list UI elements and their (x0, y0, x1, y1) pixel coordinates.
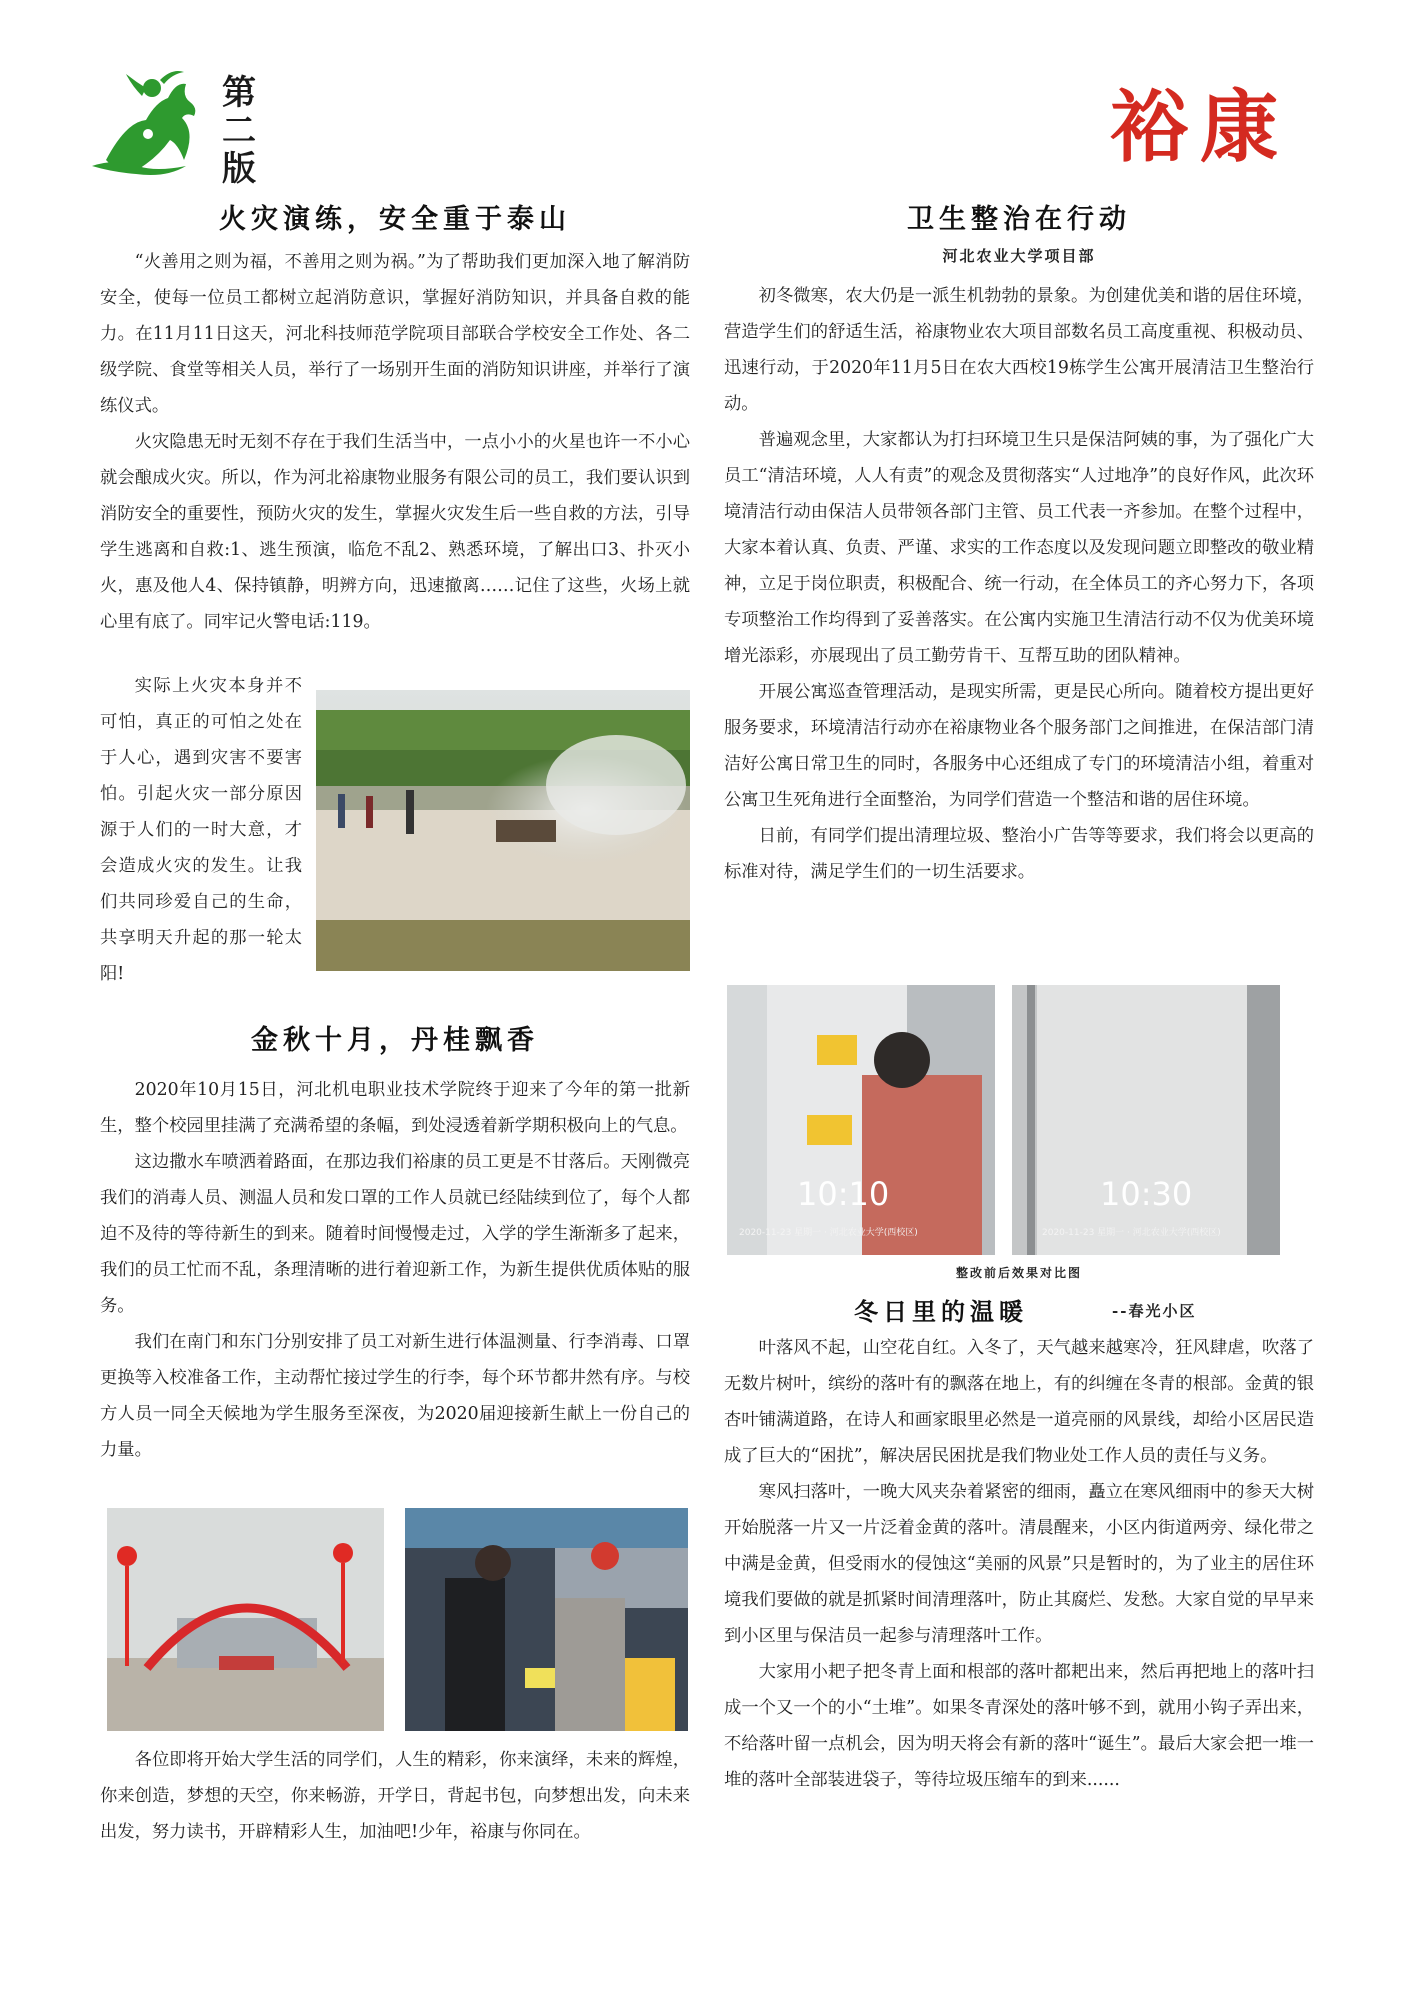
campus-arch-photo (107, 1508, 384, 1731)
article3-title: 卫生整治在行动 (907, 204, 1131, 235)
after-photo-meta: 2020-11-23 星期一 · 河北农业大学(西校区) (1042, 1228, 1221, 1238)
article1-para-3: 实际上火灾本身并不可怕，真正的可怕之处在于人心，遇到灾害不要害怕。引起火灾一部分原因源于人们的一时大意，才会造成火灾的发生。让我们共同珍爱自己的生命，共享明天升起的那一轮太阳! (100, 676, 302, 984)
after-photo-time: 10:30 (1100, 1175, 1193, 1213)
edition-label: 第二版 (222, 73, 256, 189)
fire-drill-image (316, 690, 690, 971)
article4-byline: --春光小区 (1112, 1302, 1197, 1320)
student-checkin-image (405, 1508, 688, 1731)
article3-body (724, 278, 1314, 890)
article2-para-1: 2020年10月15日，河北机电职业技术学院终于迎来了今年的第一批新生，整个校园里挂满了充满希望的条幅，到处浸透着新学期积极向上的气息。 (100, 1080, 690, 1136)
student-checkin-photo (405, 1508, 688, 1731)
article1-body (100, 244, 690, 640)
before-cleaning-image (727, 985, 995, 1255)
article1-para-3-wrap (100, 668, 302, 992)
article2-body-end (100, 1742, 690, 1850)
comparison-caption: 整改前后效果对比图 (955, 1266, 1082, 1280)
article2-para-2: 这边撒水车喷洒着路面，在那边我们裕康的员工更是不甘落后。天刚微亮我们的消毒人员、测温人员和发口罩的工作人员就已经陆续到位了，每个人都迫不及待的等待新生的到来。随着时间慢慢走过，入学的学生渐渐多了起来，我们的员工忙而不乱，条理清晰的进行着迎新工作，为新生提供优质体贴的服务。 (100, 1152, 690, 1316)
after-cleaning-image (1012, 985, 1280, 1255)
article2-para-3: 我们在南门和东门分别安排了员工对新生进行体温测量、行李消毒、口罩更换等入校准备工作，主动帮忙接过学生的行李，每个环节都井然有序。与校方人员一同全天候地为学生服务至深夜，为2020届迎接新生献上一份自己的力量。 (100, 1332, 690, 1460)
article4-title-row (724, 1292, 1314, 1328)
article3-para-2: 普遍观念里，大家都认为打扫环境卫生只是保洁阿姨的事，为了强化广大员工“清洁环境，人人有责”的观念及贯彻落实“人过地净”的良好作风，此次环境清洁行动由保洁人员带领各部门主管、员工代表一齐参加。在整个过程中，大家本着认真、负责、严谨、求实的工作态度以及发现问题立即整改的敬业精神，立足于岗位职责，积极配合、统一行动，在全体员工的齐心努力下，各项专项整治工作均得到了妥善落实。在公寓内实施卫生清洁行动不仅为优美环境增光添彩，亦展现出了员工勤劳肯干、互帮互助的团队精神。 (724, 430, 1314, 666)
article3-para-4: 日前，有同学们提出清理垃圾、整治小广告等等要求，我们将会以更高的标准对待，满足学生们的一切生活要求。 (724, 826, 1314, 882)
article1-para-1: “火善用之则为福，不善用之则为祸。”为了帮助我们更加深入地了解消防安全，使每一位员工都树立起消防意识，掌握好消防知识，并具备自救的能力。在11月11日这天，河北科技师范学院项目部联合学校安全工作处、各二级学院、食堂等相关人员，举行了一场别开生面的消防知识讲座，并举行了演练仪式。 (100, 252, 690, 416)
article2-body (100, 1072, 690, 1468)
article2-para-4: 各位即将开始大学生活的同学们，人生的精彩，你来演绎，未来的辉煌，你来创造，梦想的天空，你来畅游，开学日，背起书包，向梦想出发，向未来出发，努力读书，开辟精彩人生，加油吧!少年，裕康与你同在。 (100, 1750, 690, 1842)
article3-para-1: 初冬微寒，农大仍是一派生机勃勃的景象。为创建优美和谐的居住环境，营造学生们的舒适生活，裕康物业农大项目部数名员工高度重视、积极动员、迅速行动，于2020年11月5日在农大西校19栋学生公寓开展清洁卫生整治行动。 (724, 286, 1314, 414)
article1-para-2: 火灾隐患无时无刻不存在于我们生活当中，一点小小的火星也许一不小心就会酿成火灾。所以，作为河北裕康物业服务有限公司的员工，我们要认识到消防安全的重要性，预防火灾的发生，掌握火灾发生后一些自救的方法，引导学生逃离和自救:1、逃生预演，临危不乱2、熟悉环境，了解出口3、扑灭小火，惠及他人4、保持镇静，明辨方向，迅速撤离……记住了这些，火场上就心里有底了。同牢记火警电话:119。 (100, 432, 690, 632)
article3-para-3: 开展公寓巡查管理活动，是现实所需，更是民心所向。随着校方提出更好服务要求，环境清洁行动亦在裕康物业各个服务部门之间推进，在保洁部门清洁好公寓日常卫生的同时，各服务中心还组成了专门的环境清洁小组，着重对公寓卫生死角进行全面整治，为同学们营造一个整洁和谐的居住环境。 (724, 682, 1314, 810)
article2-title: 金秋十月，丹桂飘香 (251, 1025, 539, 1056)
before-photo-time: 10:10 (797, 1175, 890, 1213)
masthead-logo (86, 62, 216, 180)
fire-drill-photo (316, 690, 690, 971)
green-horse-rider-logo-icon (86, 62, 216, 180)
brand-name: 裕康 (1110, 82, 1291, 173)
article4-para-1: 叶落风不起，山空花自红。入冬了，天气越来越寒冷，狂风肆虐，吹落了无数片树叶，缤纷的落叶有的飘落在地上，有的纠缠在冬青的根部。金黄的银杏叶铺满道路，在诗人和画家眼里必然是一道亮丽的风景线，却给小区居民造成了巨大的“困扰”，解决居民困扰是我们物业处工作人员的责任与义务。 (724, 1338, 1314, 1466)
article3-byline: 河北农业大学项目部 (942, 247, 1096, 265)
article4-body (724, 1330, 1314, 1798)
article1-title: 火灾演练，安全重于泰山 (219, 204, 571, 235)
article4-para-2: 寒风扫落叶，一晚大风夹杂着紧密的细雨，矗立在寒风细雨中的参天大树开始脱落一片又一片泛着金黄的落叶。清晨醒来，小区内街道两旁、绿化带之中满是金黄，但受雨水的侵蚀这“美丽的风景”只是暂时的，为了业主的居住环境我们要做的就是抓紧时间清理落叶，防止其腐烂、发愁。大家自觉的早早来到小区里与保洁员一起参与清理落叶工作。 (724, 1482, 1314, 1646)
before-cleaning-photo (727, 985, 995, 1255)
before-photo-meta: 2020-11-23 星期一 · 河北农业大学(西校区) (739, 1228, 918, 1238)
campus-arch-image (107, 1508, 384, 1731)
after-cleaning-photo (1012, 985, 1280, 1255)
article4-title: 冬日里的温暖 (854, 1297, 1028, 1326)
article4-para-3: 大家用小耙子把冬青上面和根部的落叶都耙出来，然后再把地上的落叶扫成一个又一个的小“土堆”。如果冬青深处的落叶够不到，就用小钩子弄出来，不给落叶留一点机会，因为明天将会有新的落叶“诞生”。最后大家会把一堆一堆的落叶全部装进袋子，等待垃圾压缩车的到来...... (724, 1662, 1314, 1790)
